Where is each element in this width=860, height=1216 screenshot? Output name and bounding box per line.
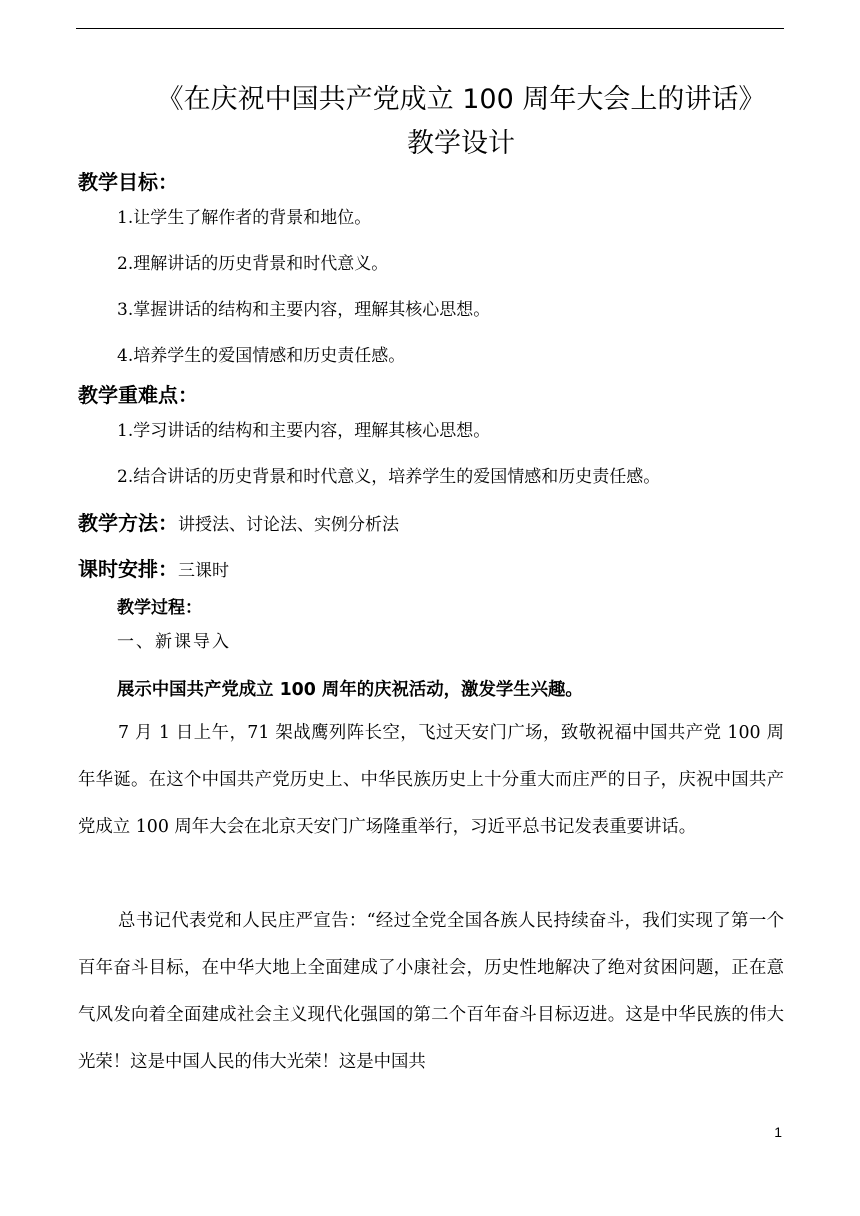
page-number: 1 — [774, 1124, 782, 1140]
document-title: 《在庆祝中国共产党成立 100 周年大会上的讲话》 — [156, 84, 766, 115]
goal-item: 1.让学生了解作者的背景和地位。 — [117, 208, 372, 228]
document-subtitle: 教学设计 — [407, 128, 515, 159]
goal-item: 4.培养学生的爱国情感和历史责任感。 — [117, 346, 406, 366]
schedule-heading: 课时安排： — [78, 557, 178, 581]
method-heading: 教学方法： — [78, 511, 178, 535]
body-paragraph: 7 月 1 日上午，71 架战鹰列阵长空，飞过天安门广场，致敬祝福中国共产党 100 周年华诞。在这个中国共产党历史上、中华民族历史上十分重大而庄严的日子，庆祝中国共产党成立 100 周年大会在北京天安门广场隆重举行，习近平总书记发表重要讲话。 — [78, 723, 784, 837]
header-rule — [76, 28, 784, 29]
body-paragraph: 总书记代表党和人民庄严宣告：“经过全党全国各族人民持续奋斗，我们实现了第一个百年奋斗目标，在中华大地上全面建成了小康社会，历史性地解决了绝对贫困问题，正在意气风发向着全面建成社会主义现代化强国的第二个百年奋斗目标迈进。这是中华民族的伟大光荣！这是中国人民的伟大光荣！这是中国共 — [78, 911, 784, 1072]
method-line — [78, 509, 399, 539]
method-text: 讲授法、讨论法、实例分析法 — [178, 515, 399, 535]
key-point-item: 2.结合讲话的历史背景和时代意义，培养学生的爱国情感和历史责任感。 — [117, 467, 661, 487]
section-heading: 一、新课导入 — [117, 632, 231, 652]
process-heading: 教学过程： — [117, 598, 202, 618]
schedule-line — [78, 555, 229, 585]
goal-item: 2.理解讲话的历史背景和时代意义。 — [117, 254, 389, 274]
goals-heading: 教学目标： — [78, 170, 178, 194]
key-point-item: 1.学习讲话的结构和主要内容，理解其核心思想。 — [117, 421, 491, 441]
schedule-text: 三课时 — [178, 561, 229, 581]
lead-sentence: 展示中国共产党成立 100 周年的庆祝活动，激发学生兴趣。 — [117, 680, 583, 700]
key-points-heading: 教学重难点： — [78, 383, 198, 407]
goal-item: 3.掌握讲话的结构和主要内容，理解其核心思想。 — [117, 300, 491, 320]
